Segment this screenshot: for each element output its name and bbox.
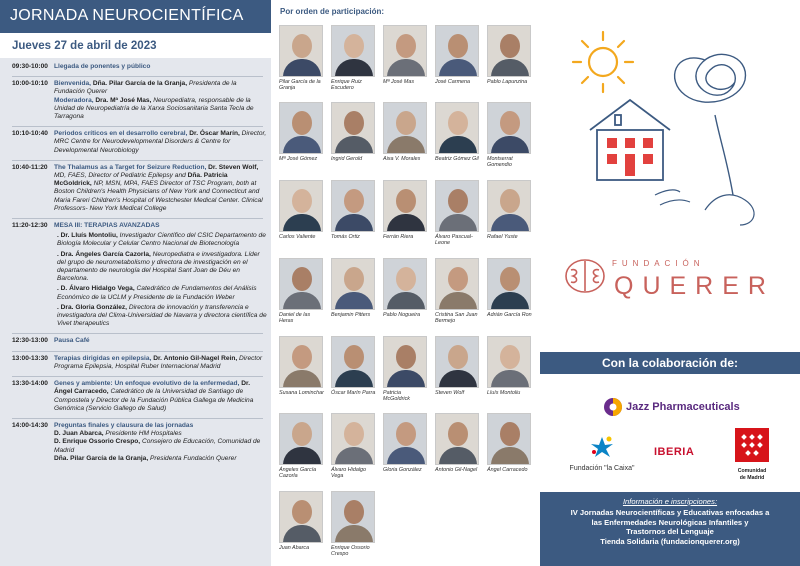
- schedule-time: [12, 232, 54, 248]
- speaker-card: [279, 336, 325, 396]
- closing-speaker: D. Juan Abarca,: [54, 430, 104, 438]
- schedule-row: [0, 304, 271, 329]
- speaker-photo: [279, 102, 323, 154]
- schedule-italic: Presidenta de la Fundación Querer: [54, 80, 237, 96]
- schedule-bold: . Dra. Gloria González,: [57, 303, 127, 311]
- speaker-name: Pablo Nogueira: [383, 312, 421, 318]
- madrid-stars-icon: [735, 428, 769, 462]
- speaker-photo: [331, 180, 375, 232]
- row-divider: [12, 376, 263, 377]
- schedule-italic: Investigador Científico del CSIC Departamento de Biología Molecular y Celular Centro Nacional de Biotecnología: [57, 232, 266, 248]
- speaker-name: Benjamin Pitters: [331, 312, 371, 318]
- schedule-body: [54, 232, 267, 248]
- closing-speaker: D. Enrique Ossorio Crespo,: [54, 438, 141, 446]
- page-title: JORNADA NEUROCIENTÍFICA: [10, 7, 244, 24]
- caixa-logo: [566, 435, 638, 472]
- speaker-card: [435, 258, 481, 324]
- row-divider: [12, 333, 263, 334]
- grid-title: Por orden de participación:: [280, 7, 385, 16]
- speaker-card: [279, 258, 325, 324]
- speaker-photo: [487, 25, 531, 77]
- schedule-body: [54, 422, 267, 463]
- schedule-row: [0, 222, 271, 230]
- info-panel: [540, 492, 800, 566]
- row-divider: [12, 418, 263, 419]
- schedule-italic: Neuropediatra e investigadora. Líder del grupo de neurometabolismo y directora de investigación en el departamento de neurología del Hospital Sant Joan de Déu en Barcelona.: [57, 250, 260, 283]
- closing-speaker: Dña. Pilar García de la Granja,: [54, 454, 149, 462]
- speaker-card: [383, 413, 429, 473]
- foundation-name: QUERER: [614, 272, 775, 300]
- row-divider: [12, 126, 263, 127]
- schedule-body: [54, 337, 267, 345]
- info-heading: Información e inscripciones:: [622, 497, 718, 506]
- speaker-name: Rafael Yuste: [487, 234, 518, 240]
- schedule-italic: Director, MRC Centre for Neurodevelopmental Disorders & Centre for Developmental Neurobiology: [54, 130, 267, 154]
- speaker-photo: [487, 258, 531, 310]
- speaker-card: [487, 25, 533, 85]
- foundation-label: FUNDACIÓN: [612, 259, 705, 268]
- schedule-title: The Thalamus as a Target for Seizure Reduction,: [54, 163, 207, 171]
- speaker-name: Enrique Ruiz Escudero: [331, 79, 362, 92]
- speaker-card: [383, 25, 429, 85]
- speaker-photo: [487, 413, 531, 465]
- schedule-italic: MD, FAES, Director of Pediatric Epilepsy and: [54, 172, 186, 180]
- schedule-time: 11:20-12:30: [12, 222, 48, 230]
- speaker-card: [435, 25, 481, 85]
- schedule-title-2: Moderadora,: [54, 96, 94, 104]
- speaker-card: [435, 336, 481, 396]
- schedule-body: [54, 355, 267, 371]
- schedule-row: [0, 285, 271, 301]
- schedule-title: Preguntas finales y clausura de las jornadas: [54, 421, 194, 429]
- madrid-label-line1: Comunidad: [737, 468, 767, 474]
- speaker-photo: [435, 258, 479, 310]
- schedule-title: Llegada de ponentes y público: [54, 63, 151, 70]
- madrid-label-line2: de Madrid: [739, 475, 765, 481]
- info-line-3: Trastornos del Lenguaje: [626, 527, 714, 537]
- speaker-name: Beatriz Gómez Gil: [435, 156, 479, 162]
- schedule-italic-2: NP, MSN, MPA, FAES Director of TSC Program, both at Boston Children's Health Physicians of New York and Connecticut and Maria Fareri Children's Hospital of Westchester Medical Center. Clinical Professors- New York Medical College: [54, 180, 263, 212]
- row-divider: [12, 351, 263, 352]
- schedule-row: [0, 251, 271, 284]
- speaker-card: [279, 180, 325, 240]
- schedule-time: 10:00-10:10: [12, 80, 48, 88]
- speaker-name: Antonio Gil-Nagel: [435, 467, 478, 473]
- speaker-card: [487, 180, 533, 240]
- speaker-card: [331, 258, 377, 318]
- schedule-time: 14:00-14:30: [12, 421, 48, 429]
- speaker-card: [331, 491, 377, 557]
- speaker-name: Carlos Valiente: [279, 234, 316, 240]
- schedule-italic: Director Programa Epilepsia, Hospital Ruber Internacional Madrid: [54, 354, 263, 370]
- speaker-photo: [487, 102, 531, 154]
- row-divider: [12, 76, 263, 77]
- brain-logo-icon: [563, 256, 607, 296]
- schedule-italic: Directora de innovación y transferencia e investigadora del Clima-Universidad de Navarra y directora científica de Vivet therapeutics: [57, 303, 267, 328]
- schedule-time: 13:00-13:30: [12, 354, 48, 362]
- closing-line: [54, 438, 267, 454]
- schedule-italic: Catedrático de la Universidad de Santiago de Compostela y Director de la Fundación Pública Gallega de Medicina Genómica (Servicio Gallego de Salud): [54, 388, 254, 412]
- schedule-row: [0, 164, 271, 213]
- speaker-card: [279, 413, 325, 479]
- speaker-photo: [331, 491, 375, 543]
- schedule-row: [0, 422, 271, 463]
- schedule-row: [0, 130, 271, 155]
- speaker-name: Pablo Lapunzina: [487, 79, 528, 85]
- speaker-card: [331, 336, 377, 396]
- speaker-card: [487, 413, 533, 473]
- speaker-photo: [279, 180, 323, 232]
- speaker-name: Álvaro Hidalgo Vega: [331, 467, 367, 480]
- schedule-bold: Dr. Antonio Gil-Nagel Rein,: [151, 354, 238, 362]
- speaker-name: Ingrid Gerold: [331, 156, 363, 162]
- speaker-card: [487, 336, 533, 396]
- speaker-photo: [487, 180, 531, 232]
- schedule-bold: . Dr. Lluís Montoliu,: [57, 232, 118, 240]
- speaker-photo: [331, 413, 375, 465]
- schedule-title: MESA III: TERAPIAS AVANZADAS: [54, 222, 160, 230]
- schedule-bold: Dr. Ángel Carracedo,: [54, 380, 251, 396]
- schedule-title: Bienvenida,: [54, 80, 92, 88]
- schedule-body: [54, 130, 267, 155]
- speaker-photo: [435, 180, 479, 232]
- speaker-name: Ferrán Riera: [383, 234, 414, 240]
- speaker-name: Ángeles García Cazorla: [279, 467, 317, 480]
- speaker-name: Mª José Mas: [383, 79, 415, 85]
- speaker-name: Óscar Marín Parra: [331, 390, 376, 396]
- schedule-row: [0, 80, 271, 121]
- speaker-name: Ángel Carracedo: [487, 467, 528, 473]
- closing-line: [54, 430, 267, 438]
- speaker-photo: [383, 102, 427, 154]
- schedule-title: Terapias dirigidas en epilepsia,: [54, 354, 152, 362]
- iberia-logo: IBERIA: [654, 446, 695, 458]
- speaker-card: [435, 102, 481, 162]
- speaker-photo: [331, 258, 375, 310]
- speaker-card: [279, 102, 325, 162]
- speaker-photo: [435, 102, 479, 154]
- house-illustration: [555, 20, 785, 235]
- schedule-row: [0, 337, 271, 345]
- info-line-2: las Enfermedades Neurológicas Infantiles y: [591, 517, 749, 527]
- event-date: Jueves 27 de abril de 2023: [12, 40, 157, 52]
- speaker-card: [331, 413, 377, 479]
- schedule-title: Pausa Café: [54, 337, 90, 345]
- speaker-photo: [279, 258, 323, 310]
- speaker-name: Tomás Ortiz: [331, 234, 360, 240]
- speaker-name: Montserrat Gomendio: [487, 156, 513, 169]
- schedule-row: [0, 63, 271, 71]
- schedule-time: [12, 304, 54, 329]
- speaker-card: [383, 180, 429, 240]
- schedule-body: [54, 380, 267, 413]
- title-bar: [0, 0, 271, 33]
- schedule-italic-2: Neuropediatra, responsable de la Unidad de Neuropediatría de la Xarxa Sociosanitaria Santa Tecla de Tarragona: [54, 96, 254, 121]
- speaker-photo: [435, 336, 479, 388]
- speaker-card: [383, 336, 429, 402]
- schedule-row: [0, 232, 271, 248]
- schedule-bold: Dr. Óscar Marín,: [187, 130, 240, 138]
- schedule-body: [54, 285, 267, 301]
- row-divider: [12, 218, 263, 219]
- schedule-title: Genes y ambiente: Un enfoque evolutivo de la enfermedad,: [54, 380, 240, 388]
- speaker-photo: [331, 336, 375, 388]
- schedule-body: [54, 164, 267, 213]
- jazz-emblem-icon: [603, 397, 623, 417]
- schedule-bold: . D. Álvaro Hidalgo Vega,: [57, 285, 135, 293]
- speaker-card: [383, 102, 429, 162]
- speaker-name: Adrián García Ron: [487, 312, 532, 318]
- speaker-name: Patricia McGoldrick: [383, 390, 410, 403]
- schedule-time: [12, 251, 54, 284]
- schedule-body: [54, 304, 267, 329]
- speaker-photo: [331, 102, 375, 154]
- schedule-time: 13:30-14:00: [12, 380, 48, 388]
- schedule-time: 10:40-11:20: [12, 163, 48, 171]
- speaker-photo: [279, 491, 323, 543]
- speaker-photo: [487, 336, 531, 388]
- speaker-name: Steven Wolf: [435, 390, 465, 396]
- program-column: [0, 0, 271, 566]
- closing-role: Presidente HM Hospitales: [103, 430, 182, 438]
- speaker-name: Susana Lominchar: [279, 390, 324, 396]
- speaker-photo: [383, 258, 427, 310]
- speaker-card: [331, 180, 377, 240]
- speaker-name: Lluís Montoliu: [487, 390, 521, 396]
- jazz-logo: [603, 397, 740, 417]
- speaker-card: [331, 102, 377, 162]
- speaker-photo: [435, 413, 479, 465]
- speaker-name: Aixa V. Morales: [383, 156, 421, 162]
- speaker-name: Gloria González: [383, 467, 422, 473]
- schedule-row: [0, 355, 271, 371]
- row-divider: [12, 160, 263, 161]
- schedule-bold: . Dra. Ángeles García Cazorla,: [57, 250, 151, 258]
- sun-icon: [573, 32, 633, 92]
- madrid-logo: [730, 428, 774, 481]
- speaker-card: [279, 491, 325, 551]
- speaker-photo: [383, 25, 427, 77]
- closing-line: [54, 455, 267, 463]
- schedule-row: [0, 380, 271, 413]
- closing-role: Consejero de Educación, Comunidad de Madrid: [54, 438, 261, 454]
- closing-role: Presidenta Fundación Querer: [148, 454, 237, 462]
- speaker-name: Pilar García de la Granja: [279, 79, 321, 92]
- schedule-body: [54, 63, 267, 71]
- jazz-label: Jazz Pharmaceuticals: [626, 401, 740, 413]
- collaboration-title: Con la colaboración de:: [540, 352, 800, 374]
- info-line-1: IV Jornadas Neurocientíficas y Educativas enfocadas a: [570, 508, 770, 517]
- schedule-body: [54, 80, 267, 121]
- speaker-name: Mª José Gómez: [279, 156, 318, 162]
- schedule-bold-2: Dra. Mª José Mas,: [93, 96, 152, 104]
- schedule-list: [0, 58, 271, 566]
- schedule-italic: Catedrático de Fundamentos del Análisis Económico de la UCLM y Presidente de la Fundación Weber: [57, 285, 257, 301]
- schedule-body: [54, 251, 267, 284]
- schedule-title: Periodos críticos en el desarrollo cerebral,: [54, 130, 188, 138]
- speaker-card: [487, 102, 533, 168]
- speaker-name: José Carmena: [435, 79, 471, 85]
- speaker-photo: [279, 336, 323, 388]
- schedule-bold-2: Dña. Patricia McGoldrick,: [54, 172, 228, 188]
- speaker-name: Álvaro Pascual-Leone: [435, 234, 473, 247]
- speaker-name: Enrique Ossorio Crespo: [331, 545, 370, 558]
- speaker-card: [383, 258, 429, 318]
- caixa-label: Fundación "la Caixa": [569, 465, 635, 472]
- schedule-time: 12:30-13:00: [12, 337, 48, 345]
- speaker-name: Daniel de las Heras: [279, 312, 311, 325]
- schedule-bold: Dña. Pilar García de la Granja,: [91, 80, 188, 88]
- info-line-4: Tienda Solidaria (fundacionquerer.org): [600, 536, 740, 546]
- speaker-photo: [383, 180, 427, 232]
- speaker-photo: [383, 336, 427, 388]
- schedule-time: [12, 285, 54, 301]
- schedule-body: [54, 222, 267, 230]
- schedule-bold: Dr. Steven Wolf,: [206, 163, 259, 171]
- speaker-photo: [279, 25, 323, 77]
- speaker-card: [279, 25, 325, 91]
- speaker-card: [331, 25, 377, 91]
- speaker-name: Cristina San Juan Bermejo: [435, 312, 478, 325]
- schedule-time: 10:10-10:40: [12, 130, 48, 138]
- speaker-photo: [279, 413, 323, 465]
- speaker-photo: [383, 413, 427, 465]
- caixa-star-icon: [589, 435, 615, 459]
- schedule-time: 09:30-10:00: [12, 63, 48, 70]
- speaker-photo: [331, 25, 375, 77]
- speaker-card: [435, 180, 481, 246]
- speaker-name: Juan Abarca: [279, 545, 310, 551]
- speaker-card: [487, 258, 533, 318]
- speaker-photo: [435, 25, 479, 77]
- speaker-card: [435, 413, 481, 473]
